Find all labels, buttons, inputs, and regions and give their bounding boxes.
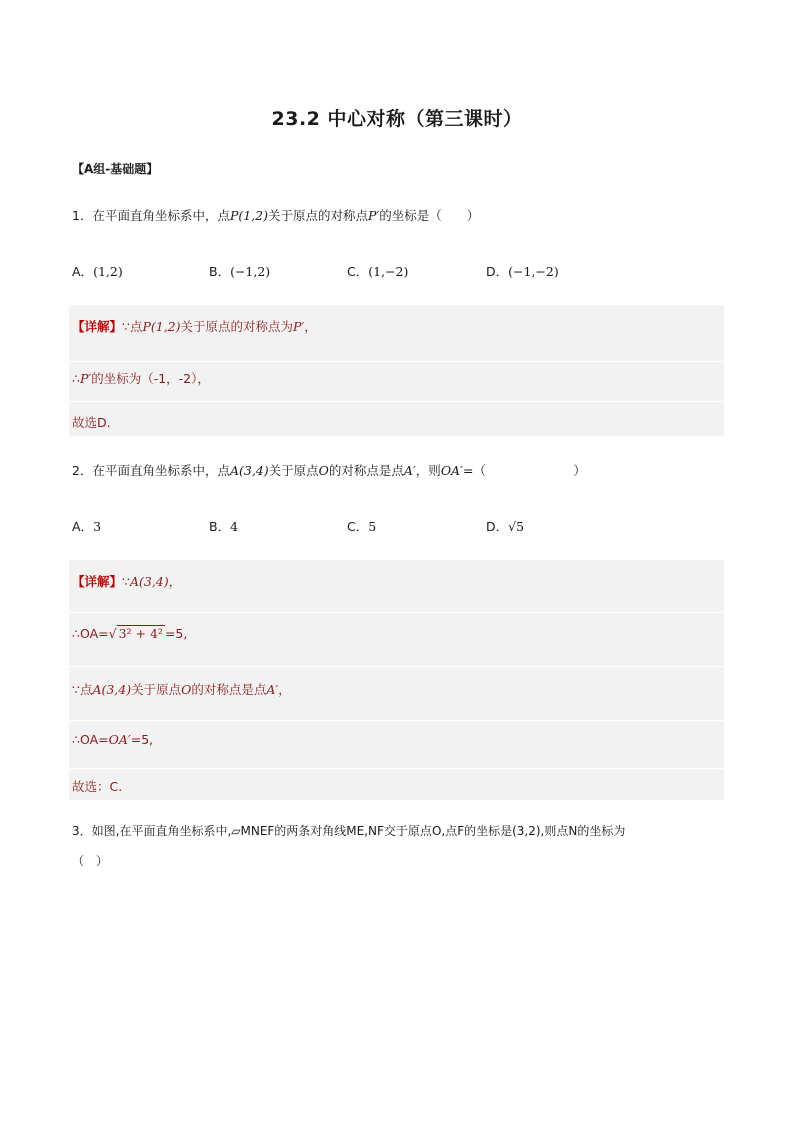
q2-answer-line-1: 【详解】∵A(3,4)， (72, 574, 182, 589)
divider (69, 361, 724, 362)
divider (69, 666, 724, 667)
section-label: 【A组-基础题】 (72, 162, 159, 176)
q1-option-a[interactable]: A．(1,2) (72, 264, 123, 279)
divider (69, 401, 724, 402)
question-2: 2．在平面直角坐标系中，点A(3,4)关于原点O的对称点是点A′，则OA′=（ ） (72, 463, 586, 478)
q2-answer-line-2: ∴OA=√ 3² + 4² =5, (72, 626, 188, 641)
q2-option-b[interactable]: B．4 (209, 519, 239, 534)
q1-option-d[interactable]: D．(−1,−2) (486, 264, 559, 279)
q2-option-c[interactable]: C．5 (347, 519, 377, 534)
q1-prefix: 1．在平面直角坐标系中，点 (72, 208, 230, 223)
sqrt-expression: √ 3² + 4² (108, 626, 163, 641)
divider (69, 768, 724, 769)
question-3-line-1: 3．如图,在平面直角坐标系中,▱MNEF的两条对角线ME,NF交于原点O,点F的坐标是(3,2),则点N的坐标为 (72, 824, 626, 838)
divider (69, 612, 724, 613)
q1-option-c[interactable]: C．(1,−2) (347, 264, 409, 279)
q1-answer-line-3: 故选D. (72, 415, 111, 430)
answer-tag: 【详解】 (72, 574, 123, 589)
q1-answer-box (69, 305, 724, 436)
q1-suffix: 的坐标是（ ） (379, 208, 480, 223)
q2-answer-line-3: ∵点A(3,4)关于原点O的对称点是点A′， (72, 682, 291, 697)
q1-answer-line-2: ∴P′的坐标为（-1，-2）， (72, 371, 210, 386)
q2-answer-box (69, 560, 724, 800)
q1-point-prime: P′ (368, 208, 380, 223)
question-1 (72, 206, 479, 224)
q1-option-b[interactable]: B．(−1,2) (209, 264, 271, 279)
q2-answer-line-4: ∴OA=OA′=5, (72, 732, 154, 747)
q1-answer-line-1: 【详解】∵点P(1,2)关于原点的对称点为P′， (72, 319, 317, 334)
q2-answer-line-5: 故选：C. (72, 779, 123, 794)
page-title: 23.2 中心对称（第三课时） (271, 108, 523, 130)
answer-tag: 【详解】 (72, 319, 123, 334)
q1-point: P(1,2) (229, 208, 269, 223)
q2-option-a[interactable]: A．3 (72, 519, 102, 534)
q2-option-d[interactable]: D．√5 (486, 519, 525, 534)
divider (69, 720, 724, 721)
question-3-line-2: （ ） (72, 854, 109, 868)
q1-middle: 关于原点的对称点 (268, 208, 369, 223)
